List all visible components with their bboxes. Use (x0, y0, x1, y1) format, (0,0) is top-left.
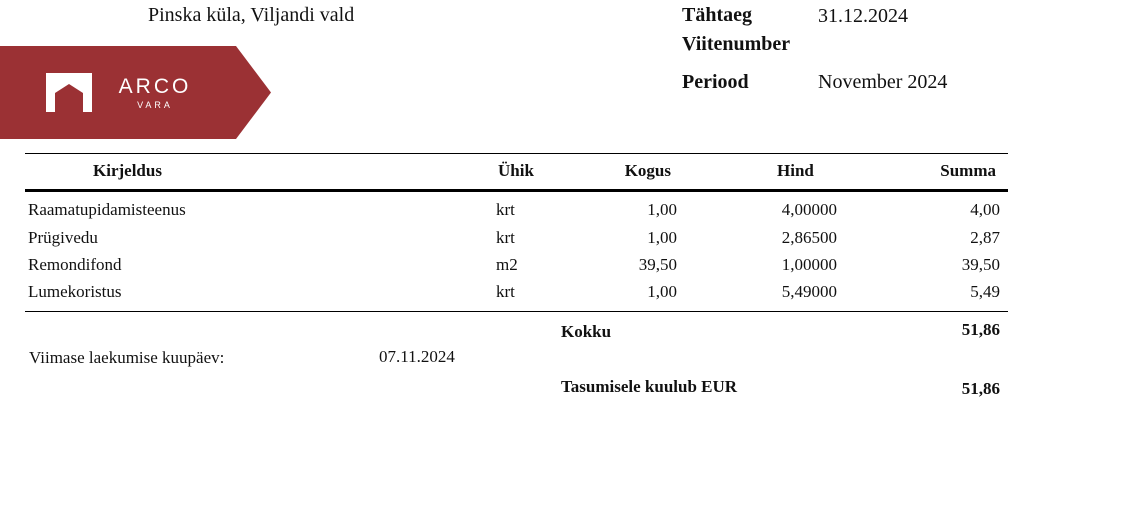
logo-brand: ARCO (118, 75, 192, 98)
table-bottom-rule (25, 311, 1008, 312)
address: Pinska küla, Viljandi vald (148, 4, 355, 26)
col-header-unit: Ühik (498, 161, 534, 180)
table-header-rule (25, 189, 1008, 192)
row-sum: 4,00 (970, 200, 1000, 219)
payable-label: Tasumisele kuulub EUR (561, 377, 738, 396)
row-unit: krt (496, 200, 515, 219)
last-payment-label: Viimase laekumise kuupäev: (29, 348, 225, 367)
row-price: 2,86500 (781, 228, 837, 247)
row-quantity: 1,00 (647, 282, 677, 301)
period-label: Periood (682, 71, 749, 93)
row-sum: 2,87 (970, 228, 1000, 247)
row-sum: 39,50 (961, 255, 1000, 274)
row-description: Raamatupidamisteenus (28, 200, 186, 219)
row-description: Remondifond (28, 255, 122, 274)
logo-sub: VARA (137, 100, 173, 110)
row-description: Lumekoristus (28, 282, 122, 301)
arco-vara-logo (0, 46, 271, 139)
col-header-description: Kirjeldus (93, 161, 162, 180)
last-payment-date: 07.11.2024 (379, 347, 455, 366)
row-price: 4,00000 (781, 200, 837, 219)
period-value: November 2024 (818, 71, 948, 93)
row-quantity: 39,50 (638, 255, 677, 274)
col-header-quantity: Kogus (624, 161, 671, 180)
table-top-rule (25, 153, 1008, 154)
row-quantity: 1,00 (647, 228, 677, 247)
payable-value: 51,86 (961, 379, 1000, 398)
due-date-value: 31.12.2024 (818, 5, 908, 27)
col-header-price: Hind (777, 161, 814, 180)
reference-number-label: Viitenumber (682, 33, 791, 55)
row-unit: krt (496, 228, 515, 247)
row-unit: m2 (496, 255, 518, 274)
row-unit: krt (496, 282, 515, 301)
logo-banner (0, 46, 271, 139)
row-price: 5,49000 (781, 282, 837, 301)
col-header-sum: Summa (940, 161, 996, 180)
row-quantity: 1,00 (647, 200, 677, 219)
row-price: 1,00000 (781, 255, 837, 274)
total-value: 51,86 (961, 320, 1000, 339)
row-sum: 5,49 (970, 282, 1000, 301)
total-label: Kokku (561, 322, 612, 341)
row-description: Prügivedu (28, 228, 98, 247)
due-date-label: Tähtaeg (682, 4, 752, 26)
